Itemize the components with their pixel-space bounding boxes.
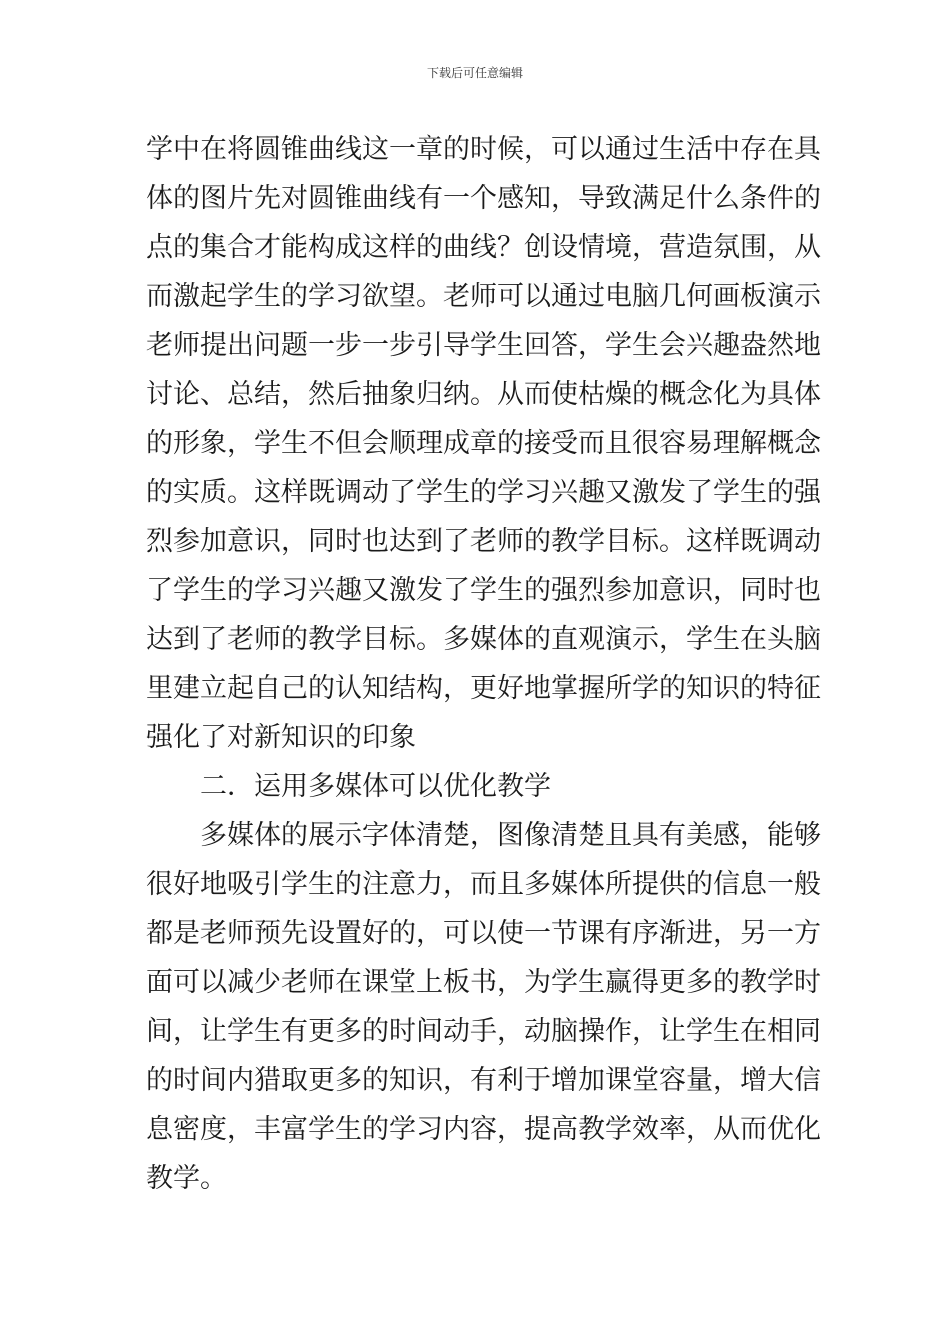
section-heading bbox=[146, 762, 806, 811]
text-line: 学中在将圆锥曲线这一章的时候，可以通过生活中存在具 bbox=[146, 134, 821, 165]
text-line: 面可以减少老师在课堂上板书，为学生赢得更多的教学时 bbox=[146, 967, 821, 998]
text-line: 的实质。这样既调动了学生的学习兴趣又激发了学生的强 bbox=[146, 477, 821, 508]
text-line: 讨论、总结，然后抽象归纳。从而使枯燥的概念化为具体 bbox=[146, 379, 821, 410]
paragraph-multimedia bbox=[146, 811, 821, 1203]
text-line: 体的图片先对圆锥曲线有一个感知，导致满足什么条件的 bbox=[146, 183, 821, 214]
text-line: 很好地吸引学生的注意力，而且多媒体所提供的信息一般 bbox=[146, 869, 821, 900]
page-header: 下载后可任意编辑 bbox=[426, 66, 523, 80]
text-line: 烈参加意识，同时也达到了老师的教学目标。这样既调动 bbox=[146, 526, 821, 557]
text-line: 的时间内猎取更多的知识，有利于增加课堂容量，增大信 bbox=[146, 1065, 821, 1096]
text-line: 都是老师预先设置好的，可以使一节课有序渐进，另一方 bbox=[146, 918, 821, 949]
text-line: 间，让学生有更多的时间动手，动脑操作，让学生在相同 bbox=[146, 1016, 821, 1047]
document-body bbox=[146, 125, 821, 1203]
text-line: 强化了对新知识的印象 bbox=[146, 722, 416, 753]
text-line: 老师提出问题一步一步引导学生回答，学生会兴趣盎然地 bbox=[146, 330, 821, 361]
text-line: 教学。 bbox=[146, 1163, 227, 1194]
text-line: 了学生的学习兴趣又激发了学生的强烈参加意识，同时也 bbox=[146, 575, 821, 606]
text-line: 多媒体的展示字体清楚，图像清楚且具有美感，能够 bbox=[200, 820, 821, 851]
section-heading-text: 二．运用多媒体可以优化教学 bbox=[200, 771, 551, 802]
paragraph-context bbox=[146, 125, 821, 762]
text-line: 的形象，学生不但会顺理成章的接受而且很容易理解概念 bbox=[146, 428, 821, 459]
text-line: 而激起学生的学习欲望。老师可以通过电脑几何画板演示 bbox=[146, 281, 821, 312]
text-line: 里建立起自己的认知结构，更好地掌握所学的知识的特征 bbox=[146, 673, 821, 704]
text-line: 息密度，丰富学生的学习内容，提高教学效率，从而优化 bbox=[146, 1114, 821, 1145]
text-line: 达到了老师的教学目标。多媒体的直观演示，学生在头脑 bbox=[146, 624, 821, 655]
text-line: 点的集合才能构成这样的曲线？创设情境，营造氛围，从 bbox=[146, 232, 821, 263]
